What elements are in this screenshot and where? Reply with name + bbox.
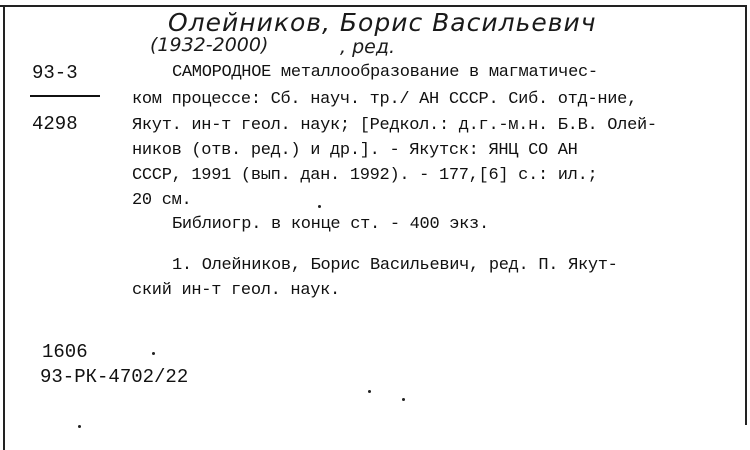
handwritten-author-name: Олейников, Борис Васильевич: [168, 8, 597, 37]
tracing-line-1: 1. Олейников, Борис Васильевич, ред. П. Якут-: [172, 256, 618, 275]
card-top-border: [0, 5, 746, 7]
scan-speck: [318, 205, 321, 208]
entry-line-4: ников (отв. ред.) и др.]. - Якутск: ЯНЦ СО АН: [132, 141, 578, 160]
tracing-line-2: ский ин-т геол. наук.: [132, 281, 340, 300]
handwritten-editor-role: , ред.: [340, 36, 396, 58]
card-left-border: [3, 5, 5, 450]
scan-speck: [402, 398, 405, 401]
scan-speck: [368, 390, 371, 393]
bottom-code-1: 1606: [42, 341, 88, 363]
handwritten-life-years: (1932-2000): [150, 34, 269, 56]
scan-speck: [78, 425, 81, 428]
bibliography-note: Библиогр. в конце ст. - 400 экз.: [172, 215, 489, 234]
shelf-number-divider: [30, 95, 100, 97]
entry-line-2: ком процессе: Сб. науч. тр./ АН СССР. Сиб. отд-ние,: [132, 90, 637, 109]
inventory-id: 4298: [32, 113, 78, 135]
card-right-border: [745, 5, 747, 425]
shelf-number: 93-3: [32, 62, 78, 84]
entry-line-3: Якут. ин-т геол. наук; [Редкол.: д.г.-м.н. Б.В. Олей-: [132, 116, 657, 135]
entry-line-6: 20 см.: [132, 191, 192, 210]
bottom-code-2: 93-РК-4702/22: [40, 366, 189, 388]
entry-line-5: СССР, 1991 (вып. дан. 1992). - 177,[6] с.: ил.;: [132, 166, 598, 185]
entry-line-1: САМОРОДНОЕ металлообразование в магматичес-: [172, 63, 598, 82]
scan-speck: [152, 352, 155, 355]
